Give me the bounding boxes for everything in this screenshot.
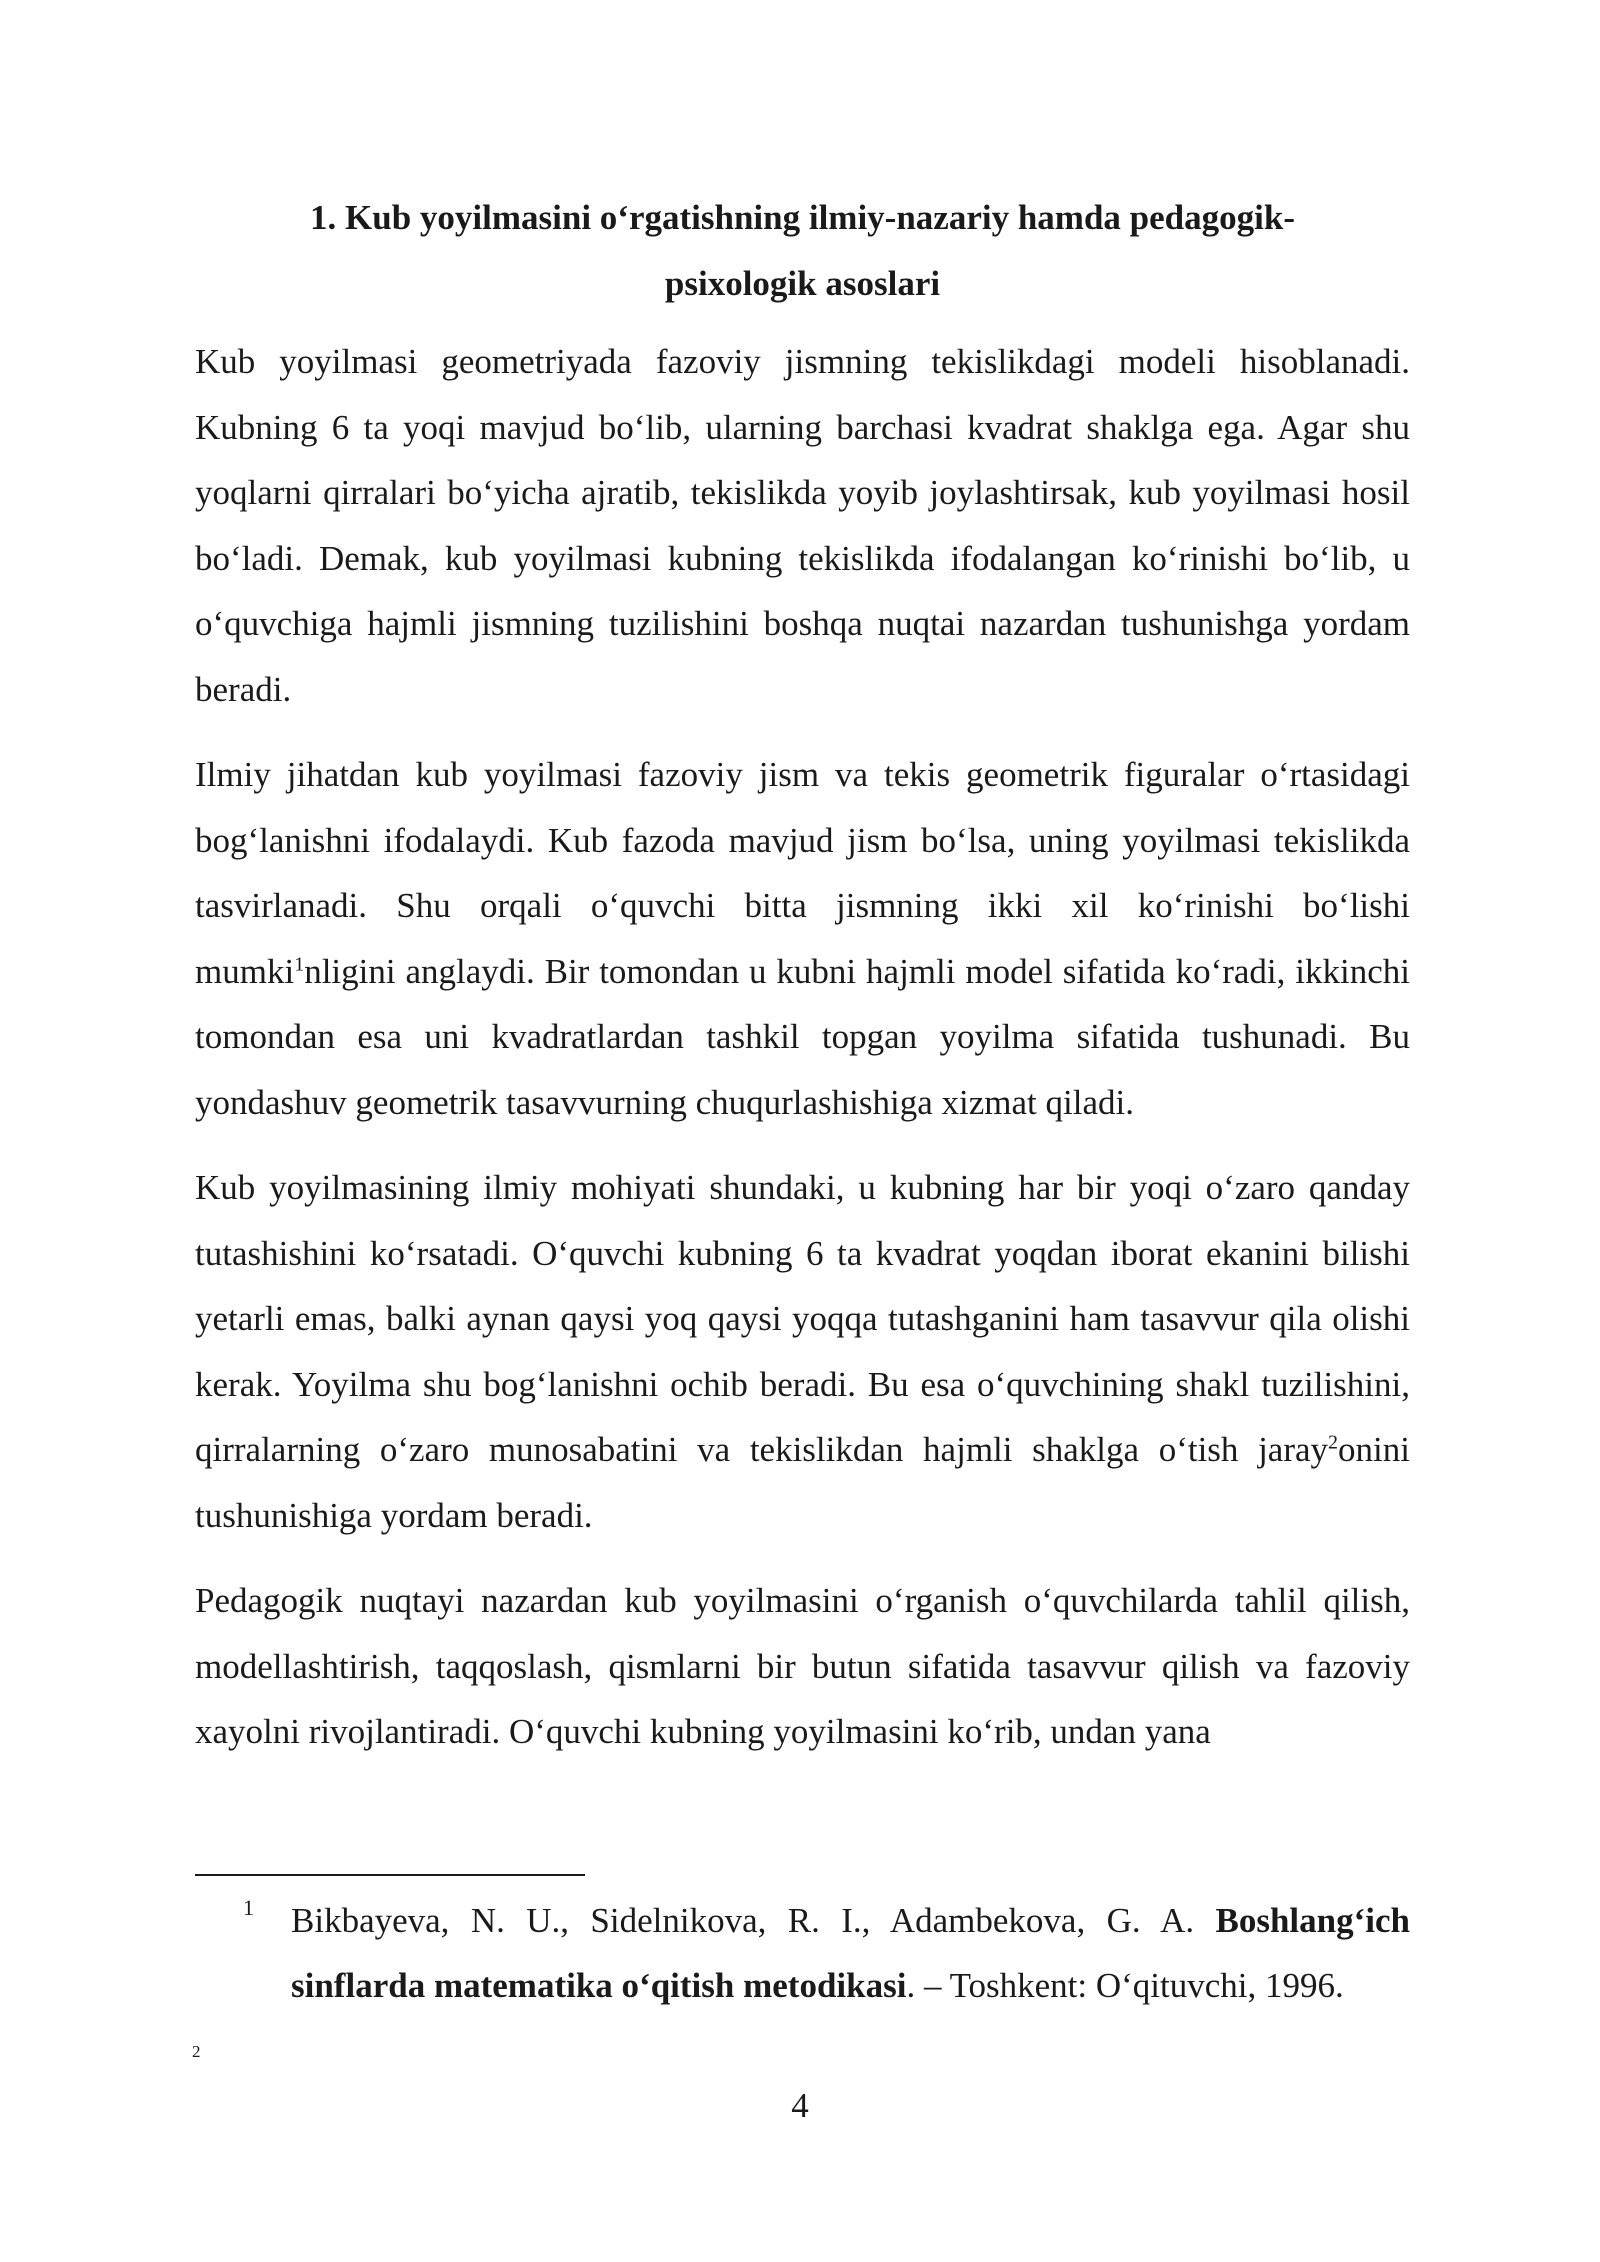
footnote-1-publisher: . – Toshkent: O‘qituvchi, 1996.	[906, 1966, 1344, 2005]
paragraph-2-text-b: nligini anglaydi. Bir tomondan u kubni hajmli model sifatida ko‘radi, ikkinchi tomondan esa uni kvadratlardan tashkil topgan yoyilma sifatida tushunadi. Bu yondashuv geometrik tasavvurning chuqurlashishiga xizmat qiladi.	[195, 951, 1410, 1122]
paragraph-2-text-a: Ilmiy jihatdan kub yoyilmasi fazoviy jism va tekis geometrik figuralar o‘rtasidagi bog‘lanishni ifodalaydi. Kub fazoda mavjud jism bo‘lsa, uning yoyilmasi tekislikda tasvirlanadi. Shu orqali o‘quvchi bitta jismning ikki xil ko‘rinishi bo‘lishi mumki	[195, 755, 1410, 991]
paragraph-1: Kub yoyilmasi geometriyada fazoviy jismning tekislikdagi modeli hisoblanadi. Kubning 6 ta yoqi mavjud bo‘lib, ularning barchasi kvadrat shaklga ega. Agar shu yoqlarni qirralari bo‘yicha ajratib, tekislikda yoyib joylashtirsak, kub yoyilmasi hosil bo‘ladi. Demak, kub yoyilmasi kubning tekislikda ifodalangan ko‘rinishi bo‘lib, u o‘quvchiga hajmli jismning tuzilishini boshqa nuqtai nazardan tushunishga yordam beradi.	[195, 342, 1410, 709]
paragraph-3-text-a: Kub yoyilmasining ilmiy mohiyati shundaki, u kubning har bir yoqi o‘zaro qanday tutashishini ko‘rsatadi. O‘quvchi kubning 6 ta kvadrat yoqdan iborat ekanini bilishi yetarli emas, balki aynan qaysi yoq qaysi yoqqa tutashganini ham tasavvur qila olishi kerak. Yoyilma shu bog‘lanishni ochib beradi. Bu esa o‘quvchining shakl tuzilishini, qirralarning o‘zaro munosabatini va tekislikdan hajmli shaklga o‘tish jaray	[195, 1168, 1410, 1469]
footnote-ref-1[interactable]: 1	[294, 952, 305, 975]
footnote-1-number: 1	[243, 1895, 254, 1920]
footnote-1-book-title: Boshlang‘ich sinflarda matematika o‘qitish metodikasi	[291, 1901, 1410, 2005]
paragraph-3	[195, 1155, 1410, 1548]
footnote-ref-2[interactable]: 2	[1328, 1431, 1339, 1454]
paragraph-3-text-b: onini tushunishiga yordam beradi.	[195, 1430, 1410, 1535]
footnote-1-text	[291, 1888, 1410, 2018]
page-body	[195, 185, 1410, 1765]
page-title	[195, 185, 1410, 317]
paragraph-4: Pedagogik nuqtayi nazardan kub yoyilmasini o‘rganish o‘quvchilarda tahlil qilish, modellashtirish, taqqoslash, qismlarni bir butun sifatida tasavvur qilish va fazoviy xayolni rivojlantiradi. O‘quvchi kubning yoyilmasini ko‘rib, undan yana	[195, 1581, 1410, 1751]
page-number: 4	[791, 2086, 809, 2125]
footnote-2-number: 2	[192, 2042, 201, 2061]
title-line-1: 1. Kub yoyilmasini o‘rgatishning ilmiy-nazariy hamda pedagogik-	[310, 198, 1295, 237]
footnote-1	[195, 1888, 1410, 2018]
paragraph-2	[195, 742, 1410, 1135]
footnote-separator	[195, 1874, 585, 1876]
footnote-1-authors: Bikbayeva, N. U., Sidelnikova, R. I., Adambekova, G. A.	[291, 1901, 1216, 1940]
title-line-2: psixologik asoslari	[664, 264, 941, 303]
